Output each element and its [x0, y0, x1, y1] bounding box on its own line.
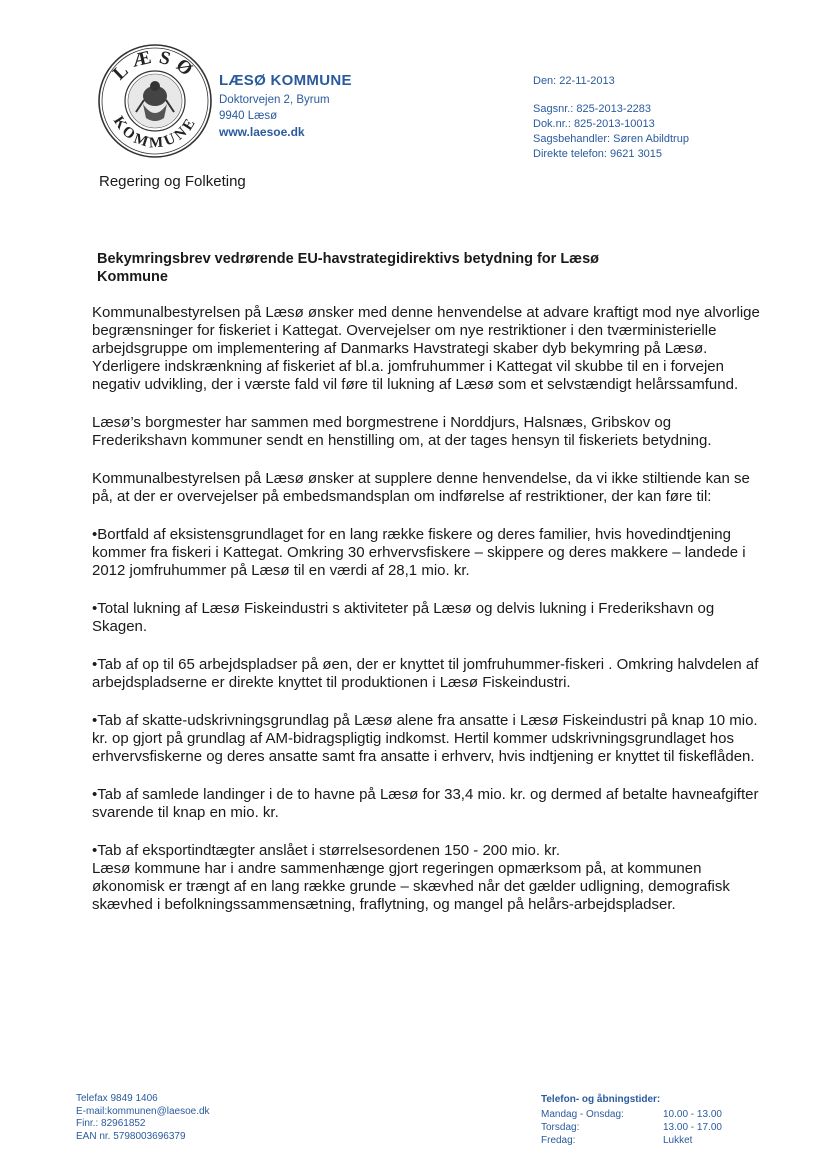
bullet-paragraph: •Tab af samlede landinger i de to havne på Læsø for 33,4 mio. kr. og dermed af betalte havneafgifter svarende til knap en mio. kr. — [92, 786, 759, 821]
bullet-paragraph: •Total lukning af Læsø Fiskeindustri s aktiviteter på Læsø og delvis lukning i Frederikshavn og Skagen. — [92, 600, 715, 635]
organization-address — [219, 92, 330, 140]
hours-time: 10.00 - 13.00 — [663, 1109, 722, 1120]
recipient: Regering og Folketing — [99, 173, 246, 190]
letter-body — [92, 304, 762, 934]
hours-day: Fredag: — [541, 1135, 576, 1146]
hours-day: Mandag - Onsdag: — [541, 1109, 624, 1120]
hours-time: Lukket — [663, 1135, 693, 1146]
seal-bottom-text: KOMMUNE — [109, 113, 201, 152]
organization-name: LÆSØ KOMMUNE — [219, 72, 352, 89]
document-number: Dok.nr.: 825-2013-10013 — [533, 118, 655, 130]
hours-row — [541, 1108, 722, 1121]
address-postcode: 9940 Læsø — [219, 110, 278, 122]
footer-opening-hours — [541, 1093, 722, 1147]
website-link[interactable]: www.laesoe.dk — [219, 125, 305, 139]
paragraph: Læsø kommune har i andre sammenhænge gjort regeringen opmærksom på, at kommunen økonomisk er trængt af en lang række grunde – skævhed når det gælder udligning, demografisk skævhed i befolkningssammensætning, fraflytning, og mangel på helårs-arbejdspladser. — [92, 860, 730, 913]
hours-title: Telefon- og åbningstider: — [541, 1094, 661, 1105]
hours-time: 13.00 - 17.00 — [663, 1122, 722, 1133]
paragraph: Kommunalbestyrelsen på Læsø ønsker med denne henvendelse at advare kraftigt mod nye alvorlige begrænsninger for fiskeriet i Kattegat. Overvejelser om nye restriktioner i den tværministerielle arbejdsgruppe om implementering af Danmarks Havstrategi skaber dyb bekymring på Læsø. Yderligere indskrænkning af fiskeriet af bl.a. jomfruhummer i Kattegat vil skubbe til en i forvejen negativ udvikling, der i værste fald vil føre til lukning af Læsø som et selvstændigt helårssamfund. — [92, 304, 760, 393]
paragraph: Kommunalbestyrelsen på Læsø ønsker at supplere denne henvendelse, da vi ikke stiltiende kan se på, at der er overvejelser på embedsmandsplan om indførelse af restriktioner, der kan føre til: — [92, 470, 750, 505]
case-number: Sagsnr.: 825-2013-2283 — [533, 103, 652, 115]
bullet-paragraph: •Tab af eksportindtægter anslået i størrelsesordenen 150 - 200 mio. kr. — [92, 842, 560, 859]
footer-contact — [76, 1093, 210, 1143]
footer-fax: Telefax 9849 1406 — [76, 1093, 158, 1104]
bullet-paragraph: •Tab af skatte-udskrivningsgrundlag på Læsø alene fra ansatte i Læsø Fiskeindustri på knap 10 mio. kr. op gjort på grundlag af AM-bidragspligtig indkomst. Hertil kommer udskrivningsgrundlaget hos erhvervsfiskerne og deres ansatte samt fra ansatte i erhverv, hvis indtjening er knyttet til fiskeflåden. — [92, 712, 758, 765]
hours-row — [541, 1121, 722, 1134]
paragraph: Læsø’s borgmester har sammen med borgmestrene i Norddjurs, Halsnæs, Gribskov og Frederikshavn kommuner sendt en henstilling om, at der tages hensyn til fiskeriets betydning. — [92, 414, 712, 449]
bullet-paragraph: •Tab af op til 65 arbejdspladser på øen, der er knyttet til jomfruhummer-fiskeri . Omkring halvdelen af arbejdspladserne er direkte knyttet til produktionen i Læsø Fiskeindustri. — [92, 656, 759, 691]
footer-ean: EAN nr. 5798003696379 — [76, 1130, 186, 1142]
bullet-paragraph: •Bortfald af eksistensgrundlaget for en lang række fiskere og deres familier, hvis hovedindtjening kommer fra fiskeri i Kattegat. Omkring 30 erhvervsfiskere – skippere og deres makkere – landede i 2012 jomfruhummer på Læsø til en værdi af 28,1 mio. kr. — [92, 526, 746, 579]
direct-phone: Direkte telefon: 9621 3015 — [533, 148, 663, 160]
hours-row — [541, 1134, 722, 1147]
seal-graphic — [96, 42, 214, 160]
letter-subject: Bekymringsbrev vedrørende EU-havstrategidirektivs betydning for Læsø Kommune — [97, 251, 599, 285]
address-street: Doktorvejen 2, Byrum — [219, 94, 330, 106]
municipal-seal-logo — [96, 42, 214, 160]
case-reference-block — [533, 102, 689, 162]
case-handler: Sagsbehandler: Søren Abildtrup — [533, 133, 689, 145]
footer-email[interactable]: E-mail:kommunen@laesoe.dk — [76, 1105, 210, 1117]
footer-finr: Finr.: 82961852 — [76, 1118, 146, 1129]
letter-date: Den: 22-11-2013 — [533, 75, 615, 87]
seal-top-text: LÆSØ — [108, 45, 201, 85]
hours-day: Torsdag: — [541, 1122, 580, 1133]
